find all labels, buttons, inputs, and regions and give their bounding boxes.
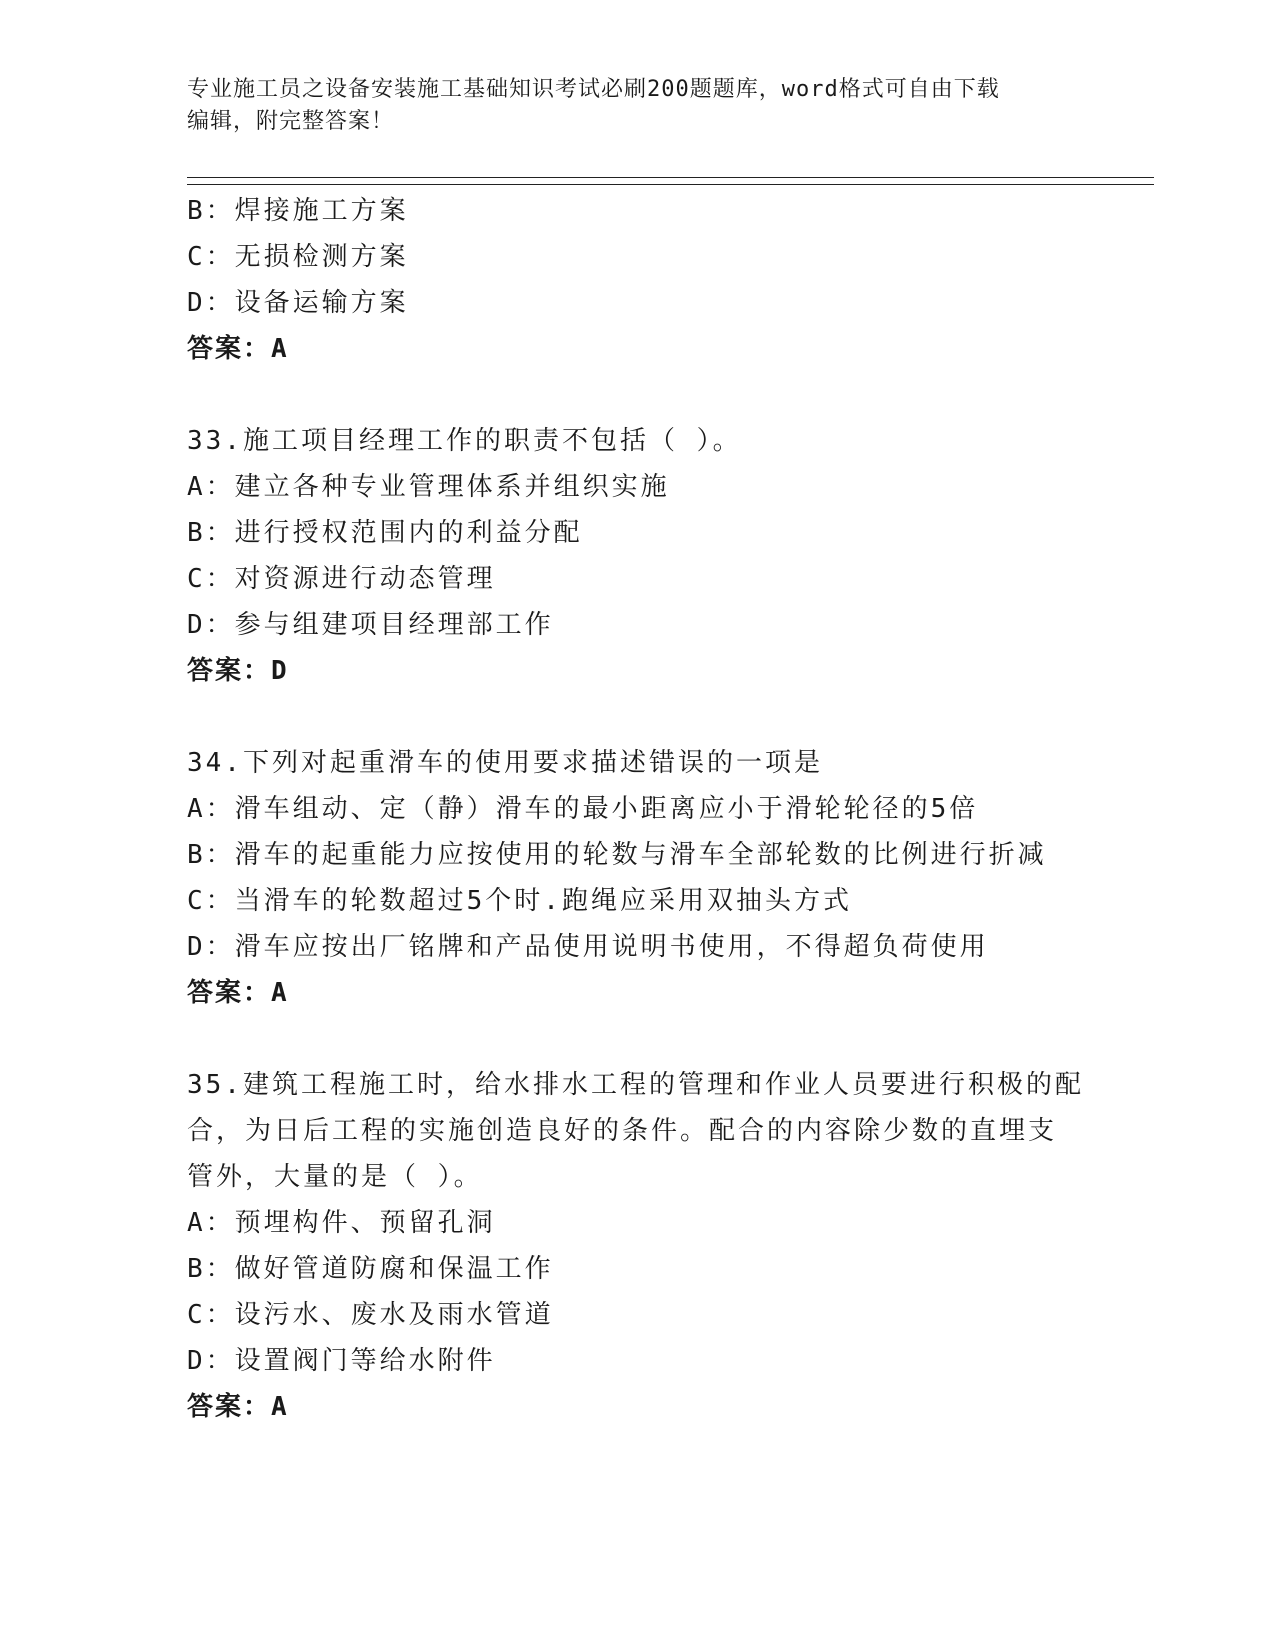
option-a: A：滑车组动、定（静）滑车的最小距离应小于滑轮轮径的5倍	[187, 794, 979, 824]
option-d: D：设置阀门等给水附件	[187, 1346, 496, 1376]
question-text: 34.下列对起重滑车的使用要求描述错误的一项是	[187, 748, 823, 778]
question-34	[187, 740, 1087, 1016]
spacer	[187, 694, 1087, 740]
question-text-line-2: 合，为日后工程的实施创造良好的条件。配合的内容除少数的直埋支	[187, 1116, 1058, 1146]
option-d: D：滑车应按出厂铭牌和产品使用说明书使用，不得超负荷使用	[187, 932, 989, 962]
question-32	[187, 188, 1087, 372]
option-d: D：参与组建项目经理部工作	[187, 610, 554, 640]
answer: 答案：D	[187, 656, 289, 686]
answer: 答案：A	[187, 1392, 289, 1422]
header-title-line-1: 专业施工员之设备安装施工基础知识考试必刷200题题库，word格式可自由下载	[187, 77, 1000, 102]
option-a: A：建立各种专业管理体系并组织实施	[187, 472, 670, 502]
header-title-line-2: 编辑，附完整答案！	[187, 109, 395, 134]
option-b: B：滑车的起重能力应按使用的轮数与滑车全部轮数的比例进行折减	[187, 840, 1047, 870]
option-c: C：当滑车的轮数超过5个时.跑绳应采用双抽头方式	[187, 886, 852, 916]
header-divider	[187, 177, 1154, 185]
option-b: B：进行授权范围内的利益分配	[187, 518, 583, 548]
option-a: A：预埋构件、预留孔洞	[187, 1208, 496, 1238]
document-header	[187, 74, 1067, 138]
question-text-line-3: 管外，大量的是（ ）。	[187, 1162, 483, 1192]
option-c: C：对资源进行动态管理	[187, 564, 496, 594]
question-33	[187, 418, 1087, 694]
option-c: C：无损检测方案	[187, 242, 409, 272]
answer: 答案：A	[187, 978, 289, 1008]
question-list	[187, 188, 1087, 1430]
answer: 答案：A	[187, 334, 289, 364]
question-text: 33.施工项目经理工作的职责不包括（ ）。	[187, 426, 742, 456]
spacer	[187, 372, 1087, 418]
question-35	[187, 1062, 1087, 1430]
option-d: D：设备运输方案	[187, 288, 409, 318]
question-text-line-1: 35.建筑工程施工时，给水排水工程的管理和作业人员要进行积极的配	[187, 1070, 1084, 1100]
option-c: C：设污水、废水及雨水管道	[187, 1300, 554, 1330]
option-b: B：做好管道防腐和保温工作	[187, 1254, 554, 1284]
spacer	[187, 1016, 1087, 1062]
option-b: B：焊接施工方案	[187, 196, 409, 226]
